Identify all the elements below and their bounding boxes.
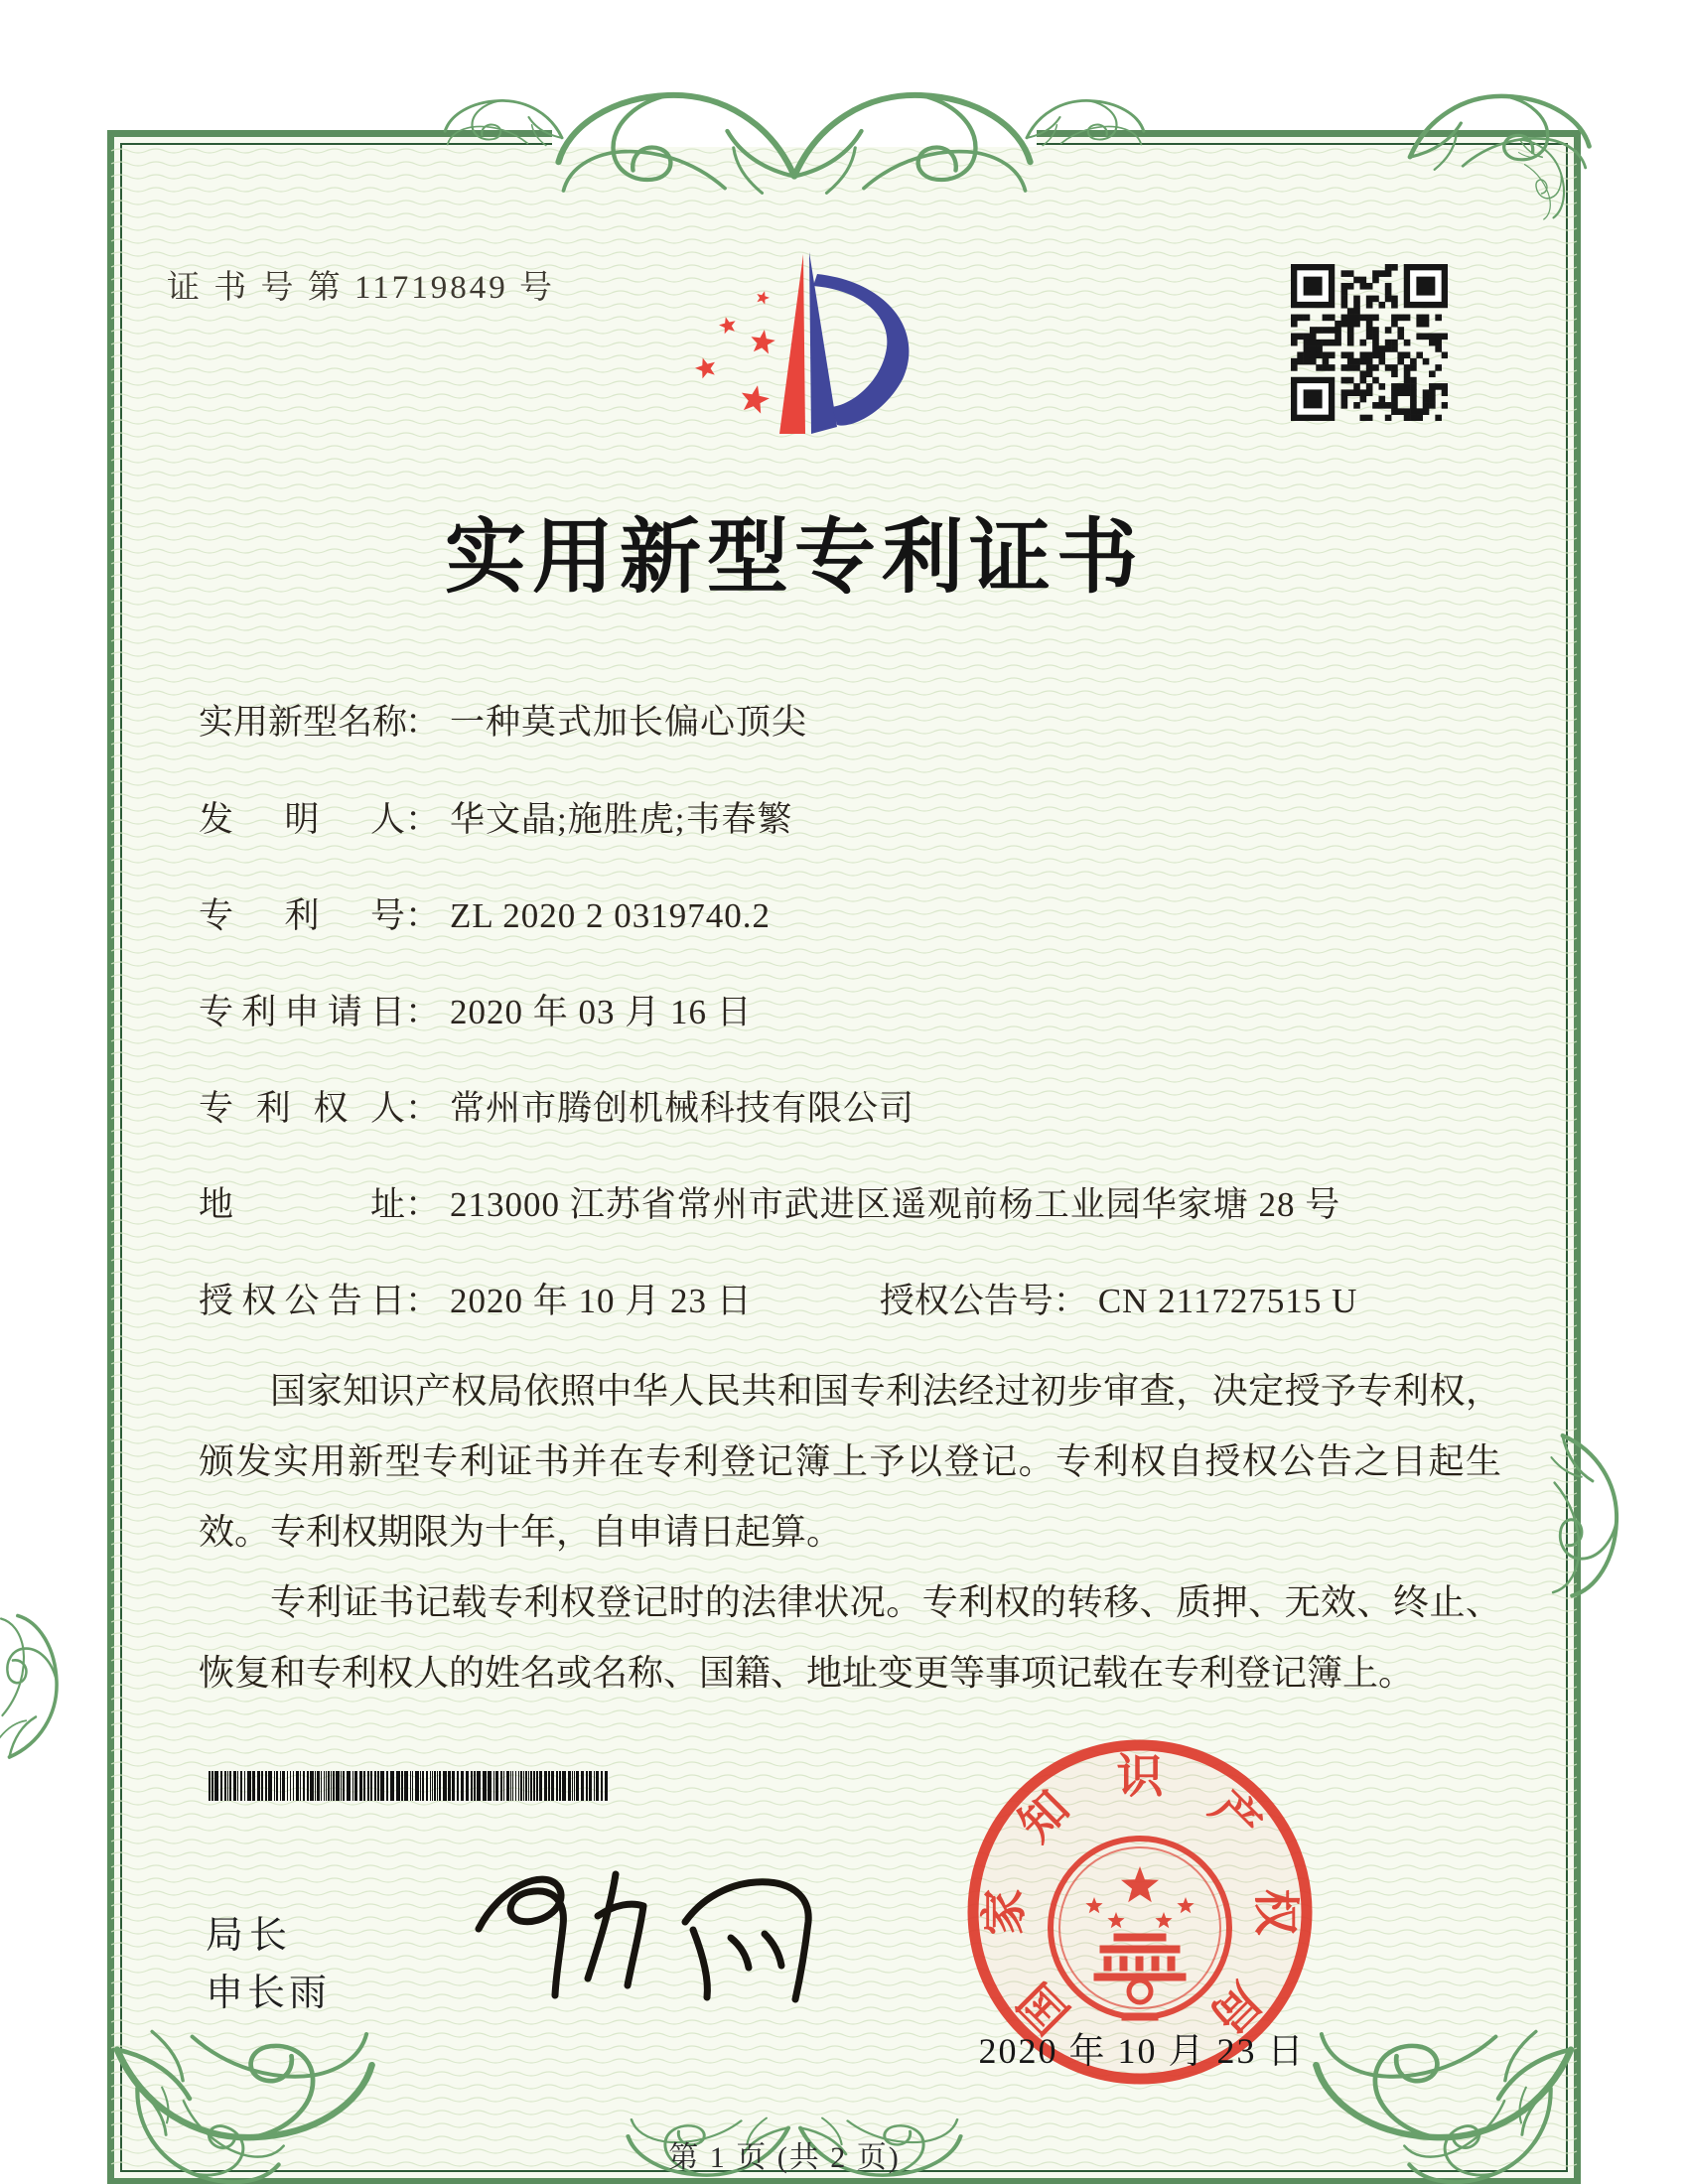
seal-character: 知 xyxy=(1010,1782,1080,1852)
colon: ： xyxy=(405,1089,441,1128)
director-title: 局长 xyxy=(206,1915,294,1957)
field-value: 一种莫式加长偏心顶尖 xyxy=(450,703,808,742)
field-label: 实 用 新 型 名 称 xyxy=(199,703,408,742)
logo-stars xyxy=(695,291,775,413)
field-label: 授 权 公 告 日 xyxy=(199,1282,405,1320)
field-row-address xyxy=(199,1177,1340,1227)
field-row-patent-number xyxy=(199,888,771,938)
cnipa-logo-icon xyxy=(680,246,928,441)
field-label: 专 利 权 人 xyxy=(199,1089,405,1128)
seal-character: 权 xyxy=(1248,1888,1301,1936)
seal-character: 局 xyxy=(1199,1972,1270,2042)
body-paragraphs xyxy=(199,1356,1501,1708)
logo-red-blade xyxy=(779,254,805,434)
field-value: 2020 年 10 月 23 日 xyxy=(450,1282,753,1320)
field-value: ZL 2020 2 0319740.2 xyxy=(450,896,771,935)
colon: ： xyxy=(405,993,441,1031)
seal-character: 识 xyxy=(1116,1751,1164,1804)
colon: ： xyxy=(405,1185,441,1224)
director-name: 申长雨 xyxy=(206,1973,332,2014)
seal-character: 产 xyxy=(1199,1782,1270,1852)
barcode xyxy=(209,1771,612,1801)
field-label: 授权公告号 xyxy=(879,1282,1054,1320)
seal-grant-date: 2020 年 10 月 23 日 xyxy=(978,2031,1306,2071)
field-value: 213000 江苏省常州市武进区遥观前杨工业园华家塘 28 号 xyxy=(450,1185,1341,1224)
certificate-title: 实用新型专利证书 xyxy=(444,512,1144,603)
field-row-grant-date xyxy=(199,1274,1357,1323)
field-row-utility-name xyxy=(199,695,807,745)
field-label: 专 利 号 xyxy=(199,896,405,935)
page-footer: 第 1 页 (共 2 页) xyxy=(668,2141,901,2174)
colon: ： xyxy=(405,800,441,839)
field-label: 专 利 申 请 日 xyxy=(199,993,405,1031)
seal-character: 家 xyxy=(979,1888,1032,1936)
field-value: 2020 年 03 月 16 日 xyxy=(450,993,753,1031)
seal-character: 国 xyxy=(1010,1972,1080,2042)
director-signature-icon xyxy=(449,1835,876,2003)
paragraph-legal-1: 国家知识产权局依照中华人民共和国专利法经过初步审查，决定授予专利权，颁发实用新型专利证书并在专利登记簿上予以登记。专利权自授权公告之日起生效。专利权期限为十年，自申请日起算。 xyxy=(199,1371,1501,1552)
grant-number-group xyxy=(880,1282,1358,1320)
certificate-number: 证 书 号 第 11719849 号 xyxy=(167,270,556,306)
field-value: CN 211727515 U xyxy=(1097,1282,1358,1320)
colon: ： xyxy=(405,896,441,935)
field-label: 地 址 xyxy=(199,1185,405,1224)
field-row-filing-date xyxy=(199,985,753,1034)
field-row-inventors xyxy=(199,792,792,842)
paragraph-legal-2: 专利证书记载专利权登记时的法律状况。专利权的转移、质押、无效、终止、恢复和专利权人的姓名或名称、国籍、地址变更等事项记载在专利登记簿上。 xyxy=(199,1582,1501,1693)
field-value: 华文晶;施胜虎;韦春繁 xyxy=(450,800,793,839)
field-label: 发 明 人 xyxy=(199,800,405,839)
field-row-patentee xyxy=(199,1081,914,1131)
colon: ： xyxy=(405,703,441,742)
colon: ： xyxy=(405,1282,441,1320)
qr-code xyxy=(1291,264,1448,421)
colon: ： xyxy=(1053,1282,1088,1320)
field-value: 常州市腾创机械科技有限公司 xyxy=(450,1089,915,1128)
